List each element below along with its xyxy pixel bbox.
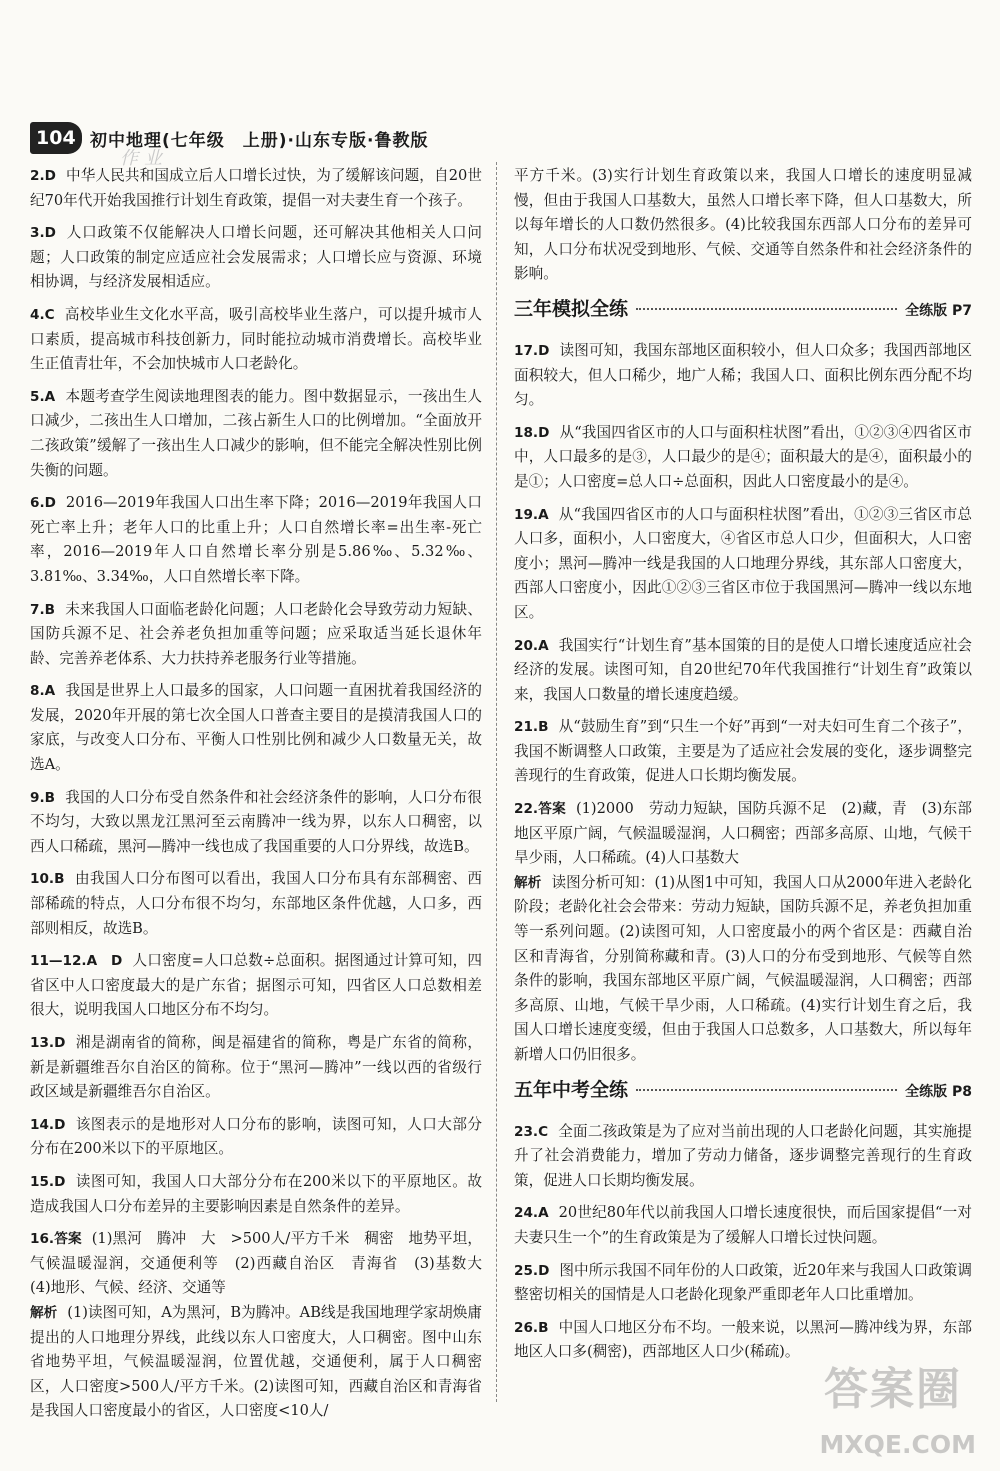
section-header-five-year: 五年中考全练 全练版 P8 — [514, 1078, 972, 1101]
watermark — [780, 1353, 980, 1463]
answer-item: 19.A 从“我国四省区市的人口与面积柱状图”看出，①②③三省区市总人口多，面积小，人口密度大，④省区市总人口少，但面积大，人口密度小；黑河—腾冲一线是我国的人口地理分界线，其东部人口密度大，西部人口密度小，因此①②③三省区市位于我国黑河—腾冲一线以东地区。 — [514, 505, 972, 621]
answer-item: 25.D 图中所示我国不同年份的人口政策，近20年来与我国人口政策调整密切相关的国情是人口老龄化现象严重即老年人口比重增加。 — [514, 1261, 972, 1304]
answer-item: 18.D 从“我国四省区市的人口与面积柱状图”看出，①②③④四省区市中，人口最多的是③，人口最少的是④；面积最大的是④，面积最小的是①；人口密度=总人口÷总面积，因此人口密度最小的是④。 — [514, 423, 972, 490]
answer-item: 13.D 湘是湖南省的简称，闽是福建省的简称，粤是广东省的简称，新是新疆维吾尔自治区的简称。位于“黑河—腾冲”一线以西的省级行政区域是新疆维吾尔自治区。 — [30, 1034, 482, 1101]
answer-item-16: 16.答案 (1)黑河 腾冲 大 >500人/平方千米 稠密 地势平坦，气候温暖湿润，交通便利等 (2)西藏自治区 青海省 (3)基数大 (4)地形、气候、经济、交通等 解析 (1)读图可知，A为黑河，B为腾冲。AB线是我国地理学家胡焕庸提出的人口地理分界线，此线以东人口密度大，人口稠密。图中山东省地势平坦，气候温暖湿润，位置优越，交通便利，属于人口稠密区，人口密度>500人/平方千米。(2)读图可知，西藏自治区和青海省是我国人口密度最小的省区，人口密度<10人/ — [30, 1230, 497, 1420]
answer-item: 26.B 中国人口地区分布不均。一般来说，以黑河—腾冲线为界，东部地区人口多(稠密)，西部地区人口少(稀疏)。 — [514, 1318, 972, 1361]
answer-item: 23.C 全面二孩政策是为了应对当前出现的人口老龄化问题，其实施提升了社会消费能力，增加了劳动力储备，逐步调整完善现行的生育政策，促进人口长期均衡发展。 — [514, 1122, 972, 1189]
answer-item: 8.A 我国是世界上人口最多的国家，人口问题一直困扰着我国经济的发展，2020年开展的第七次全国人口普查主要目的是摸清我国人口的家底，与改变人口分布、平衡人口性别比例和减少人口数量无关，故选A。 — [30, 682, 482, 774]
book-title: 初中地理(七年级 上册)·山东专版·鲁教版 — [90, 131, 429, 151]
leader-dots — [636, 1089, 897, 1091]
answer-item: 21.B 从“鼓励生育”到“只生一个好”再到“一对夫妇可生育二个孩子”，我国不断调整人口政策，主要是为了适应社会发展的变化，逐步调整完善现行的生育政策，促进人口长期均衡发展。 — [514, 718, 972, 785]
page-number: 104 — [30, 122, 82, 154]
answer-item: 15.D 读图可知，我国人口大部分分布在200米以下的平原地区。故造成我国人口分布差异的主要影响因素是自然条件的差异。 — [30, 1172, 482, 1215]
answer-item: 17.D 读图可知，我国东部地区面积较小，但人口众多；我国西部地区面积较大，但人口稀少，地广人稀；我国人口、面积比例东西分配不均匀。 — [514, 341, 972, 409]
answer-item: 6.D 2016—2019年我国人口出生率下降；2016—2019年我国人口死亡率上升；老年人口的比重上升；人口自然增长率=出生率-死亡率，2016—2019年人口自然增长率分别是5.86‰、5.32‰、3.81‰、3.34‰，人口自然增长率下降。 — [30, 494, 482, 585]
answer-item: 2.D 中华人民共和国成立后人口增长过快，为了缓解该问题，自20世纪70年代开始我国推行计划生育政策，提倡一对夫妻生育一个孩子。 — [30, 167, 482, 209]
answer-item: 3.D 人口政策不仅能解决人口增长问题，还可解决其他相关人口问题；人口政策的制定应适应社会发展需求；人口增长应与资源、环境相协调，与经济发展相适应。 — [30, 224, 482, 291]
column-divider — [496, 162, 497, 1402]
answer-item: 24.A 20世纪80年代以前我国人口增长速度很快，而后国家提倡“一对夫妻只生一个”的生育政策是为了缓解人口增长过快问题。 — [514, 1204, 972, 1246]
answer-item: 9.B 我国的人口分布受自然条件和社会经济条件的影响，人口分布很不均匀，大致以黑龙江黑河至云南腾冲一线为界，以东人口稠密，以西人口稀疏，黑河—腾冲一线也成了我国重要的人口分界线，故选B。 — [30, 788, 482, 855]
answer-item-22: 22.答案 (1)2000 劳动力短缺，国防兵源不足 (2)藏，青 (3)东部地区平原广阔，气候温暖湿润，人口稠密；西部多高原、山地，气候干旱少雨，人口稀疏。(4)人口基数大 解析 读图分析可知：(1)从图1中可知，我国人口从2000年进入老龄化阶段；老龄化社会会带来：劳动力短缺，国防兵源不足，养老负担加重等一系列问题。(2)读图可知，人口密度最小的两个省区是：西藏自治区和青海省，分别简称藏和青。(3)人口的分布受到地形、气候等自然条件的影响，我国东部地区平原广阔，气候温暖湿润，人口稠密；西部多高原、山地，气候干旱少雨，人口稀疏。(4)实行计划生育之后，我国人口增长速度变缓，但由于我国人口总数多，人口基数大，所以每年新增人口仍旧很多。 — [514, 800, 972, 1063]
watermark-url: MXQE.COM — [819, 1430, 976, 1459]
right-column — [514, 164, 972, 1373]
leader-dots — [636, 308, 897, 310]
answer-item: 4.C 高校毕业生文化水平高，吸引高校毕业生落户，可以提升城市人口素质，提高城市科技创新力，同时能拉动城市消费增长。高校毕业生正值青壮年，不会加快城市人口老龄化。 — [30, 305, 482, 373]
answer-item: 10.B 由我国人口分布图可以看出，我国人口分布具有东部稠密、西部稀疏的特点，人口分布很不均匀，东部地区条件优越，人口多，西部则相反，故选B。 — [30, 870, 482, 937]
answer-item: 5.A 本题考查学生阅读地理图表的能力。图中数据显示，一孩出生人口减少，二孩出生人口增加，二孩占新生人口的比例增加。“全面放开二孩政策”缓解了一孩出生人口减少的影响，但不能完全解决性别比例失衡的问题。 — [30, 387, 482, 479]
answer-item: 20.A 我国实行“计划生育”基本国策的目的是使人口增长速度适应社会经济的发展。读图可知，自20世纪70年代我国推行“计划生育”政策以来，我国人口数量的增长速度趋缓。 — [514, 636, 972, 703]
answer-item: 7.B 未来我国人口面临老龄化问题；人口老龄化会导致劳动力短缺、国防兵源不足、社会养老负担加重等问题；应采取适当延长退休年龄、完善养老体系、大力扶持养老服务行业等措施。 — [30, 600, 482, 667]
page-header — [30, 122, 650, 169]
watermark-logo: 答案圈 — [824, 1364, 962, 1415]
left-column — [30, 164, 497, 1432]
section-header-three-year: 三年模拟全练 全练版 P7 — [514, 297, 972, 320]
continued-text: 平方千米。(3)实行计划生育政策以来，我国人口增长的速度明显减慢，但由于我国人口基数大，虽然人口增长率下降，但人口基数大，所以每年增长的人口数仍然很多。(4)比较我国东西部人口分布的差异可知，人口分布状况受到地形、气候、交通等自然条件和社会经济条件的影响。 — [514, 167, 972, 283]
answer-item: 11—12.A D 人口密度=人口总数÷总面积。据图通过计算可知，四省区中人口密度最大的是广东省；据图示可知，四省区人口总数相差很大，说明我国人口地区分布不均匀。 — [30, 952, 482, 1019]
stamp-text: 作业 — [120, 148, 168, 169]
answer-item: 14.D 该图表示的是地形对人口分布的影响，读图可知，人口大部分分布在200米以下的平原地区。 — [30, 1115, 482, 1158]
